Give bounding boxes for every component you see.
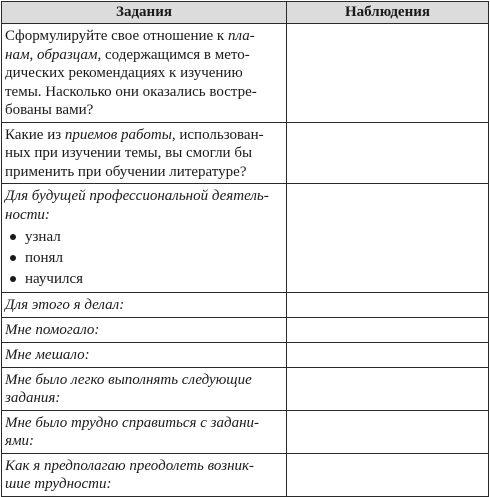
table-row: [2, 367, 489, 410]
text-italic: нам: [5, 46, 30, 63]
task-line: задания:: [5, 390, 61, 406]
bullet-list: [5, 227, 282, 290]
task-attitude-to-plans: [2, 24, 287, 123]
header-row: [2, 2, 489, 24]
task-line: Для будущей профессиональной деятель-: [5, 188, 269, 204]
observation-cell[interactable]: [287, 184, 489, 293]
table-row: [2, 318, 489, 343]
task-overcome-difficulties: [2, 453, 287, 496]
table-row: [2, 293, 489, 318]
list-item: [25, 248, 282, 269]
task-line: Для этого я делал:: [5, 297, 125, 313]
text-italic: пла-: [227, 28, 255, 44]
observation-cell[interactable]: [287, 24, 489, 123]
task-methods-used: [2, 122, 287, 184]
task-line: ных при изучении темы, вы смогли бы: [5, 145, 253, 161]
observation-cell[interactable]: [287, 343, 489, 368]
text: ,: [29, 46, 38, 63]
task-what-helped: [2, 318, 287, 343]
task-line: ности:: [5, 206, 50, 223]
observation-cell[interactable]: [287, 410, 489, 453]
task-line: Мне помогало:: [5, 322, 100, 338]
task-line: дических рекомендациях к изучению: [5, 65, 243, 81]
task-line: [5, 27, 282, 46]
table-row: [2, 122, 489, 184]
bullet-icon: [10, 255, 16, 261]
text-italic: образцам: [37, 46, 98, 63]
task-line: Мне было трудно справиться с задани-: [5, 414, 260, 431]
text-italic: приемов работы: [64, 126, 172, 143]
task-line: Мне было легко выполнять следующие: [5, 371, 252, 388]
text: , использован-: [171, 126, 264, 143]
list-item: [25, 269, 282, 290]
bullet-icon: [10, 234, 16, 240]
table-row: [2, 184, 489, 293]
task-line: применить при обучении литературе?: [5, 163, 247, 180]
observation-cell[interactable]: [287, 453, 489, 496]
header-tasks: Задания: [2, 2, 287, 24]
list-item-label: научился: [25, 271, 84, 287]
task-easy-tasks: [2, 367, 287, 410]
observation-cell[interactable]: [287, 122, 489, 184]
reflection-table: [1, 1, 489, 497]
task-future-activity: [2, 184, 287, 293]
task-hard-tasks: [2, 410, 287, 453]
text: Какие из: [5, 126, 65, 143]
bullet-icon: [10, 276, 16, 282]
task-what-i-did: [2, 293, 287, 318]
list-item: [25, 227, 282, 248]
header-observations: Наблюдения: [287, 2, 489, 24]
observation-cell[interactable]: [287, 318, 489, 343]
task-line: темы. Насколько они оказались востре-: [5, 83, 257, 100]
task-line: бованы вами?: [5, 102, 94, 118]
table-row: [2, 410, 489, 453]
list-item-label: понял: [25, 250, 63, 266]
task-line: [5, 46, 282, 65]
text: Сформулируйте свое отношение к: [5, 28, 228, 44]
observation-cell[interactable]: [287, 293, 489, 318]
observation-cell[interactable]: [287, 367, 489, 410]
task-line: Мне мешало:: [5, 347, 90, 363]
table-row: [2, 453, 489, 496]
task-line: [5, 126, 282, 145]
table-row: [2, 343, 489, 368]
task-line: Как я предполагаю преодолеть возник-: [5, 457, 255, 474]
text: , содержащимся в мето-: [97, 46, 250, 63]
table-row: [2, 24, 489, 123]
task-what-hindered: [2, 343, 287, 368]
task-line: ями:: [5, 433, 35, 449]
task-line: шие трудности:: [5, 476, 112, 492]
list-item-label: узнал: [25, 229, 61, 245]
